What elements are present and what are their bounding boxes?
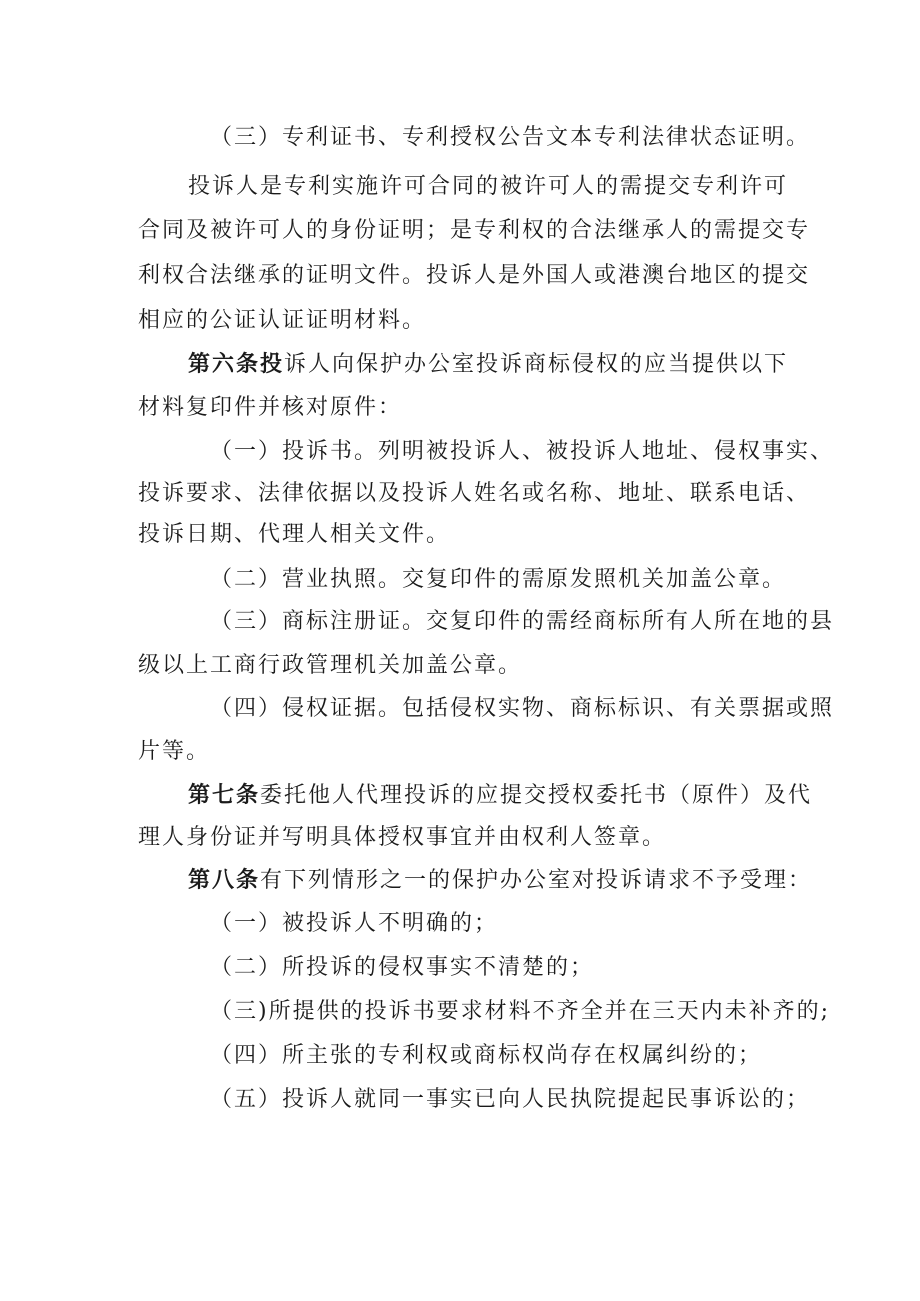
- line-text: 委托他人代理投诉的应提交授权委托书（原件）及代: [260, 783, 813, 808]
- paragraph-line: [138, 216, 810, 246]
- paragraph-line: [138, 393, 402, 423]
- line-text: 利权合法继承的证明文件。投诉人是外国人或港澳台地区的提交: [138, 263, 811, 288]
- line-text: （三）专利证书、专利授权公告文本专利法律状态证明。: [210, 125, 811, 150]
- list-item-line: [210, 437, 834, 467]
- article-6-heading: 第六条投: [188, 351, 285, 377]
- line-text: 有下列情形之一的保护办公室对投诉请求不予受理：: [260, 868, 813, 893]
- paragraph-line: [138, 306, 426, 336]
- list-item-line: [210, 953, 594, 983]
- article-heading-line: [188, 865, 812, 896]
- line-text: （四）所主张的专利权或商标权尚存在权属纠纷的；: [210, 1043, 763, 1068]
- list-item-line: [210, 694, 834, 724]
- article-7-heading: 第七条: [188, 782, 261, 808]
- line-text: 投诉日期、代理人相关文件。: [138, 522, 451, 547]
- line-text: （三)所提供的投诉书要求材料不齐全并在三天内未补齐的;: [210, 999, 830, 1024]
- line-text: （四）侵权证据。包括侵权实物、商标标识、有关票据或照: [210, 696, 835, 721]
- article-heading-line: [188, 349, 788, 380]
- paragraph-line: [210, 123, 810, 153]
- paragraph-line: [138, 261, 810, 291]
- line-text: 级以上工商行政管理机关加盖公章。: [138, 653, 523, 678]
- line-text: 投诉要求、法律依据以及投诉人姓名或名称、地址、联系电话、: [138, 481, 811, 506]
- line-text: 片等。: [138, 739, 211, 764]
- line-text: （二）营业执照。交复印件的需原发照机关加盖公章。: [210, 567, 787, 592]
- line-text: 材料复印件并核对原件：: [138, 395, 403, 420]
- list-item-line: [210, 565, 786, 595]
- line-text: 相应的公证认证证明材料。: [138, 308, 427, 333]
- paragraph-line: [188, 172, 788, 202]
- list-item-line: [210, 1041, 762, 1071]
- list-item-line: [210, 1085, 810, 1115]
- list-item-line: [210, 997, 830, 1027]
- line-text: 合同及被许可人的身份证明；是专利权的合法继承人的需提交专: [138, 218, 811, 243]
- paragraph-line: [138, 651, 522, 681]
- paragraph-line: [138, 737, 210, 767]
- paragraph-line: [138, 520, 450, 550]
- list-item-line: [210, 909, 498, 939]
- line-text: 理人身份证并写明具体授权事宜并由权利人签章。: [138, 825, 667, 850]
- line-text: 投诉人是专利实施许可合同的被许可人的需提交专利许可: [188, 174, 789, 199]
- line-text: （五）投诉人就同一事实已向人民执院提起民事诉讼的；: [210, 1087, 811, 1112]
- line-text: （一）被投诉人不明确的；: [210, 911, 499, 936]
- list-item-line: [210, 607, 834, 637]
- paragraph-line: [138, 479, 810, 509]
- line-text: （二）所投诉的侵权事实不清楚的；: [210, 955, 595, 980]
- line-text: （一）投诉书。列明被投诉人、被投诉人地址、侵权事实、: [210, 439, 835, 464]
- article-heading-line: [188, 780, 812, 811]
- line-text: （三）商标注册证。交复印件的需经商标所有人所在地的县: [210, 609, 835, 634]
- line-text: 诉人向保护办公室投诉商标侵权的应当提供以下: [284, 352, 789, 377]
- paragraph-line: [138, 823, 666, 853]
- article-8-heading: 第八条: [188, 867, 261, 893]
